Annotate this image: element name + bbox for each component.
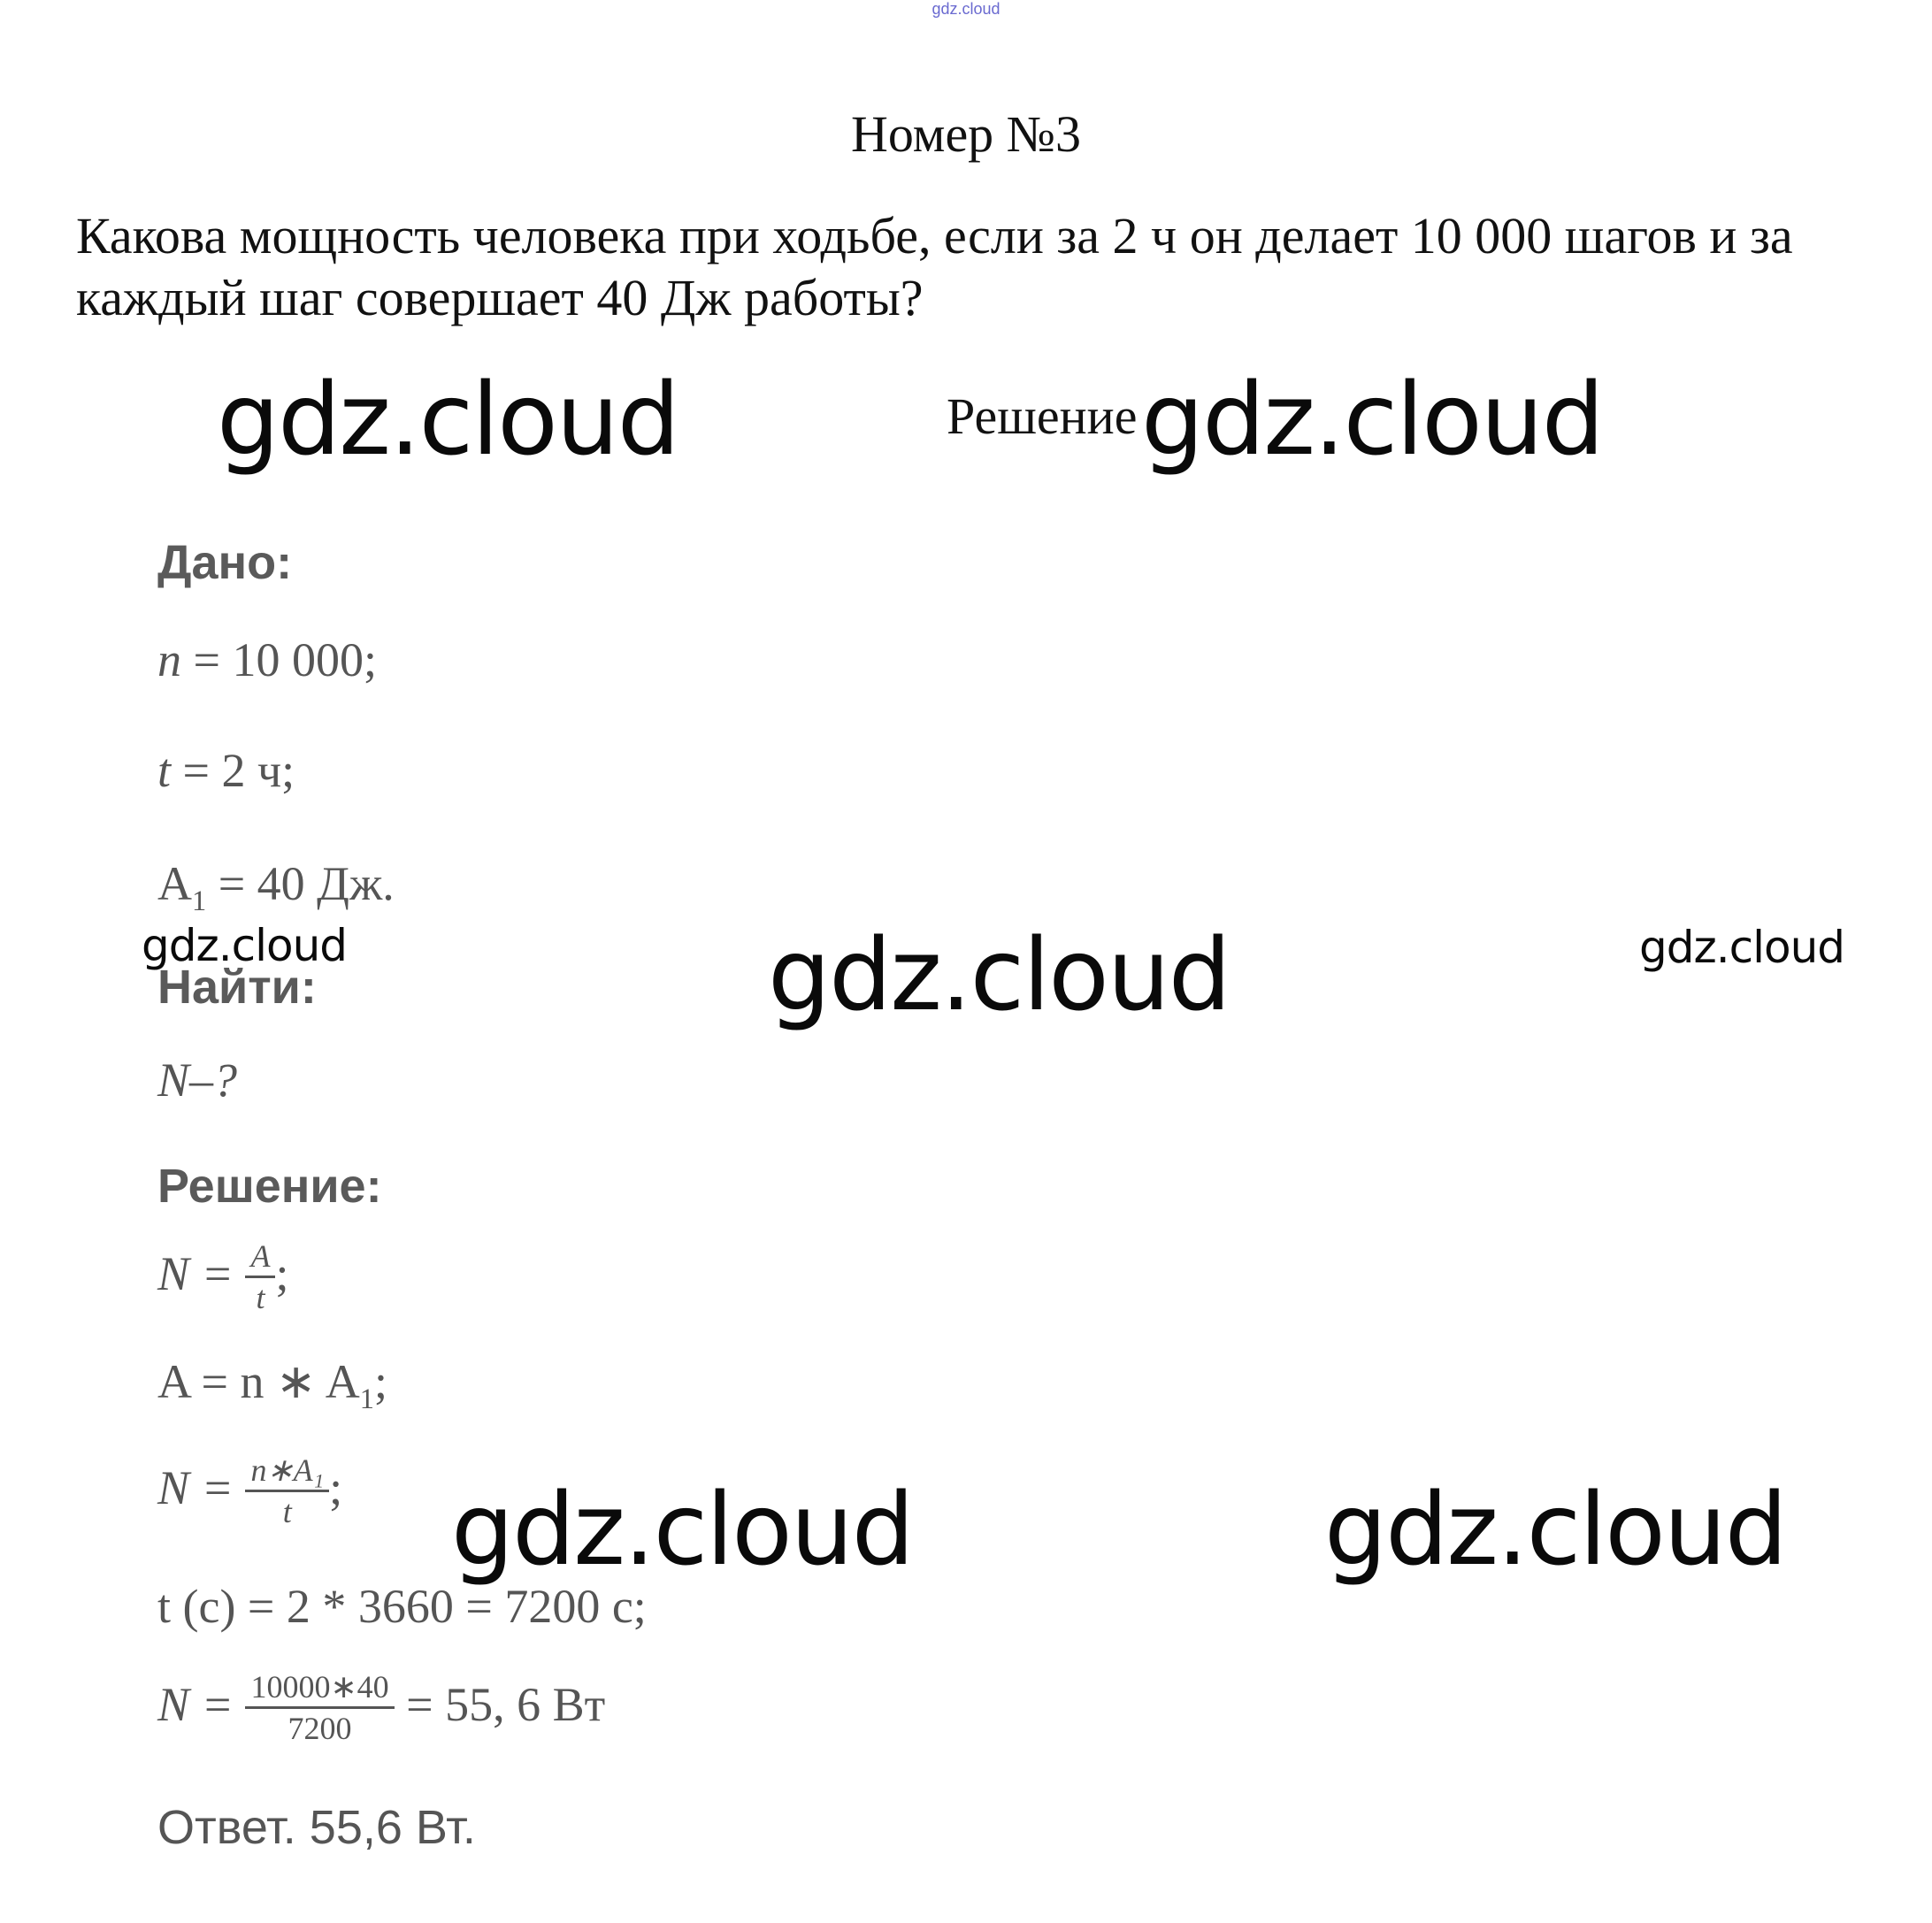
given-a1: $A_1 = 40$ Дж. [157,857,395,917]
watermark: gdz.cloud [217,363,678,478]
answer: Ответ. 55,6 Вт. [157,1801,476,1854]
solution-label: Решение: [157,1160,382,1213]
formula-power-combined: N = $\frac{\text{n∗A₁}}{t}$ ; [157,1452,343,1529]
watermark: gdz.cloud [142,920,348,971]
watermark: gdz.cloud [768,918,1230,1033]
formula-time: t (c) = 2 * 3660 = 7200 с; [157,1580,647,1633]
page-title: Номер №3 [850,105,1082,163]
find-expr: N–? [157,1053,238,1107]
site-link[interactable]: gdz.cloud [932,0,1000,18]
task-text: Какова мощность человека при ходьбе, если за 2 ч он делает 10 000 шагов и за каждый шаг совершает 40 Дж работы? [76,207,1793,326]
find-label: Найти: [157,961,317,1014]
watermark: gdz.cloud [1324,1473,1786,1588]
watermark: gdz.cloud [1639,922,1845,973]
given-t: t = 2 ч; [157,744,295,797]
watermark: gdz.cloud [1141,363,1603,478]
formula-power: N = $\frac{A}{t}$ ; [157,1238,289,1315]
given-n: n = 10 000; [157,633,377,686]
formula-work: A = n ∗ $A_1$; [157,1355,387,1415]
solution-title: Решение [947,387,1138,445]
given-label: Дано: [157,536,293,589]
watermark: gdz.cloud [451,1473,913,1588]
formula-result: N = $\frac{10000∗40}{7200}$ = 55, 6 Вт [157,1669,606,1746]
